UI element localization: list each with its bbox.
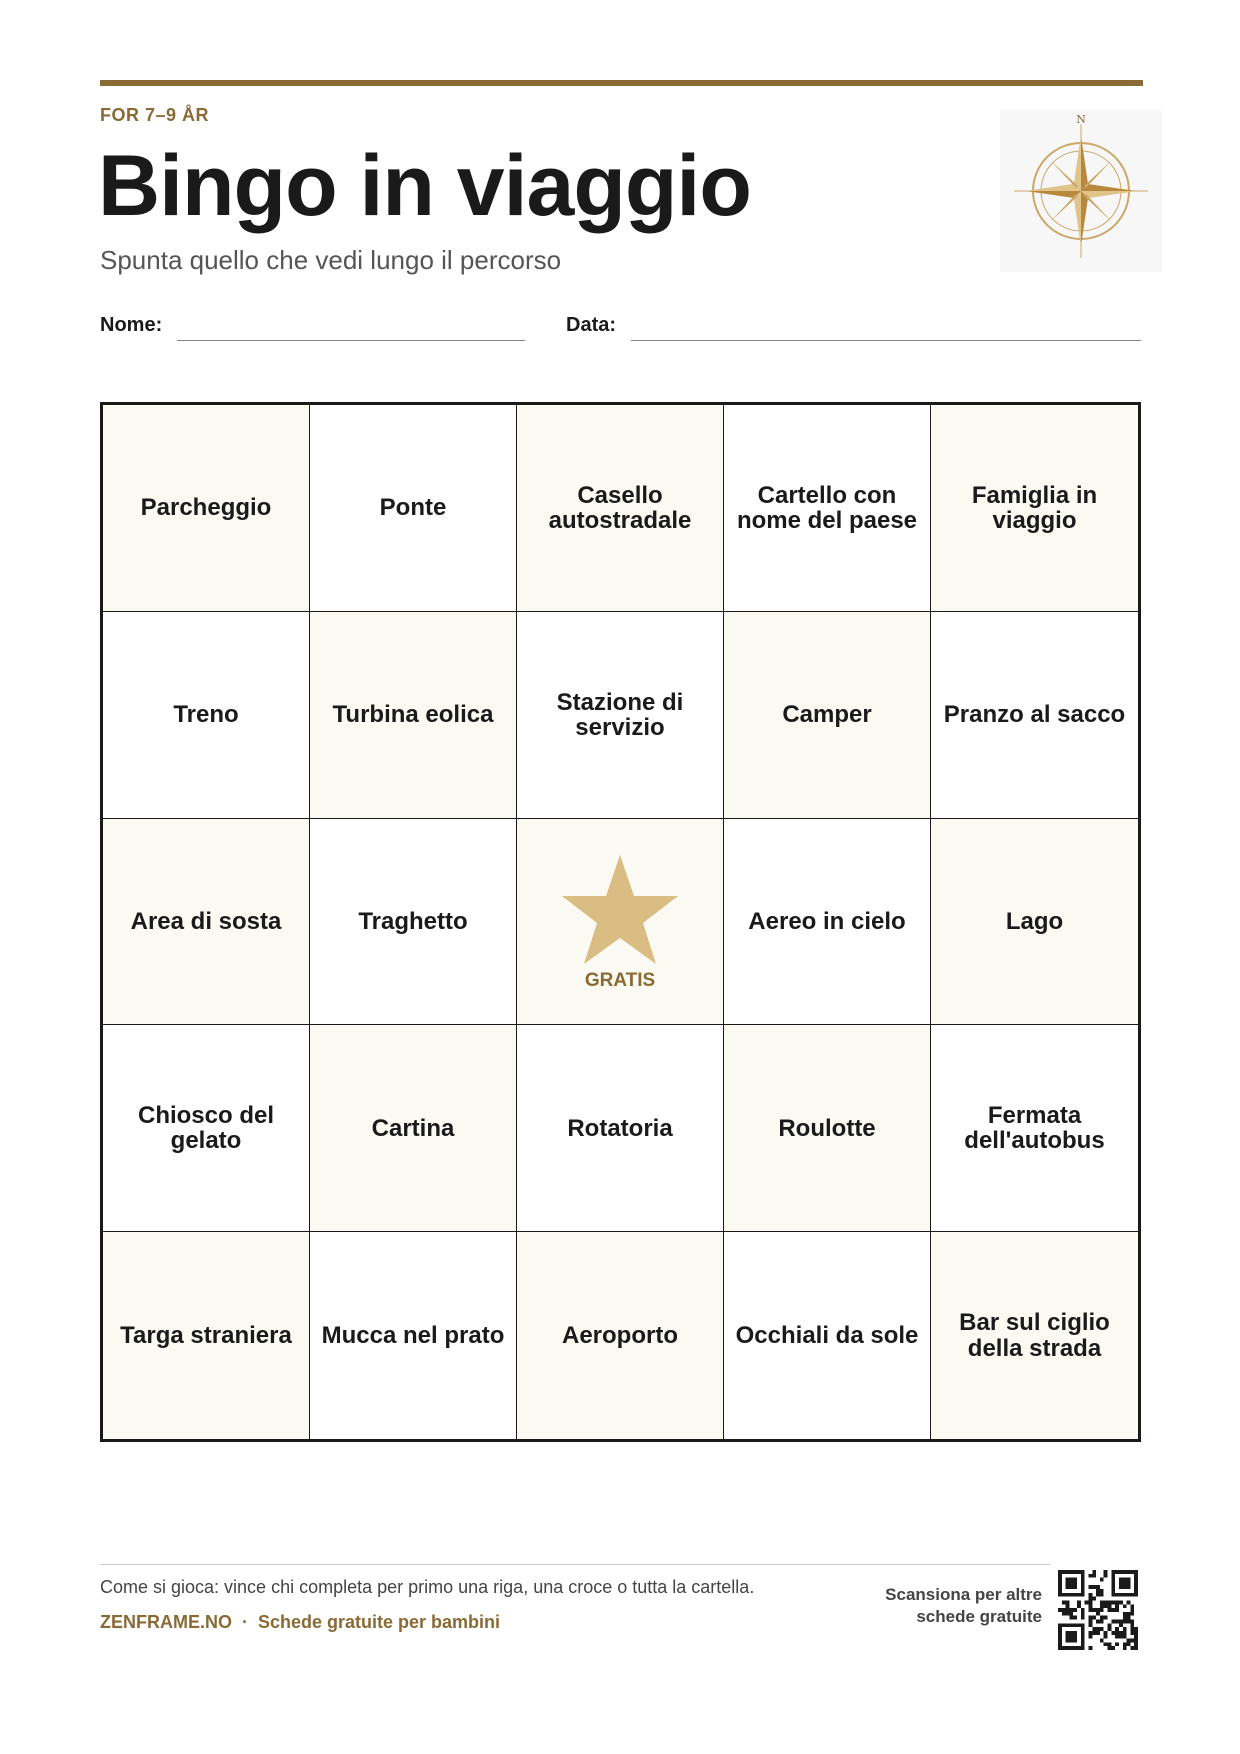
bingo-cell[interactable]: Ponte xyxy=(310,405,517,612)
bingo-cell[interactable]: Stazione di servizio xyxy=(517,612,724,819)
brand-tagline: Schede gratuite per bambini xyxy=(258,1612,501,1632)
bingo-cell[interactable]: Treno xyxy=(103,612,310,819)
bingo-cell[interactable]: Turbina eolica xyxy=(310,612,517,819)
bingo-cell[interactable]: Area di sosta xyxy=(103,819,310,1026)
footer-divider xyxy=(100,1564,1050,1565)
scan-caption-line: Scansiona per altre xyxy=(885,1585,1042,1604)
date-field[interactable] xyxy=(631,340,1141,341)
bingo-cell[interactable]: Aeroporto xyxy=(517,1232,724,1439)
bingo-cell[interactable]: Targa straniera xyxy=(103,1232,310,1439)
bingo-cell[interactable]: Camper xyxy=(724,612,931,819)
bingo-cell[interactable]: Aereo in cielo xyxy=(724,819,931,1026)
page-subtitle: Spunta quello che vedi lungo il percorso xyxy=(100,245,562,275)
qr-code-icon[interactable] xyxy=(1058,1570,1138,1650)
bingo-cell[interactable]: Bar sul ciglio della strada xyxy=(931,1232,1138,1439)
page-title: Bingo in viaggio xyxy=(98,138,751,234)
bingo-cell[interactable]: Cartina xyxy=(310,1025,517,1232)
compass-rose-icon xyxy=(1000,110,1162,272)
brand-separator: · xyxy=(242,1612,248,1632)
bingo-cell[interactable]: Rotatoria xyxy=(517,1025,724,1232)
star-icon xyxy=(560,853,680,965)
bingo-cell[interactable]: Pranzo al sacco xyxy=(931,612,1138,819)
free-space-label: GRATIS xyxy=(584,969,656,991)
bingo-cell[interactable]: Roulotte xyxy=(724,1025,931,1232)
bingo-cell[interactable]: Parcheggio xyxy=(103,405,310,612)
bingo-cell[interactable]: Casello autostradale xyxy=(517,405,724,612)
bingo-cell[interactable]: Traghetto xyxy=(310,819,517,1026)
age-label: FOR 7–9 ÅR xyxy=(100,105,210,125)
brand-line xyxy=(100,1612,500,1633)
bingo-cell[interactable]: Lago xyxy=(931,819,1138,1026)
bingo-cell[interactable]: Cartello con nome del paese xyxy=(724,405,931,612)
name-label: Nome: xyxy=(100,314,163,336)
bingo-cell[interactable]: Occhiali da sole xyxy=(724,1232,931,1439)
bingo-cell[interactable]: Mucca nel prato xyxy=(310,1232,517,1439)
scan-caption-line: schede gratuite xyxy=(916,1607,1042,1627)
bingo-cell[interactable]: Fermata dell'autobus xyxy=(931,1025,1138,1232)
top-rule xyxy=(100,80,1143,86)
compass-north-label: N xyxy=(1076,113,1086,126)
date-label: Data: xyxy=(566,314,617,336)
brand-link[interactable]: ZENFRAME.NO xyxy=(100,1612,232,1632)
bingo-cell[interactable]: Famiglia in viaggio xyxy=(931,405,1138,612)
bingo-grid xyxy=(100,402,1141,1442)
scan-caption xyxy=(885,1584,1042,1628)
bingo-free-cell[interactable] xyxy=(517,819,724,1026)
bingo-cell[interactable]: Chiosco del gelato xyxy=(103,1025,310,1232)
name-field[interactable] xyxy=(177,340,525,341)
how-to-play-text: Come si gioca: vince chi completa per primo una riga, una croce o tutta la cartella. xyxy=(100,1577,755,1597)
